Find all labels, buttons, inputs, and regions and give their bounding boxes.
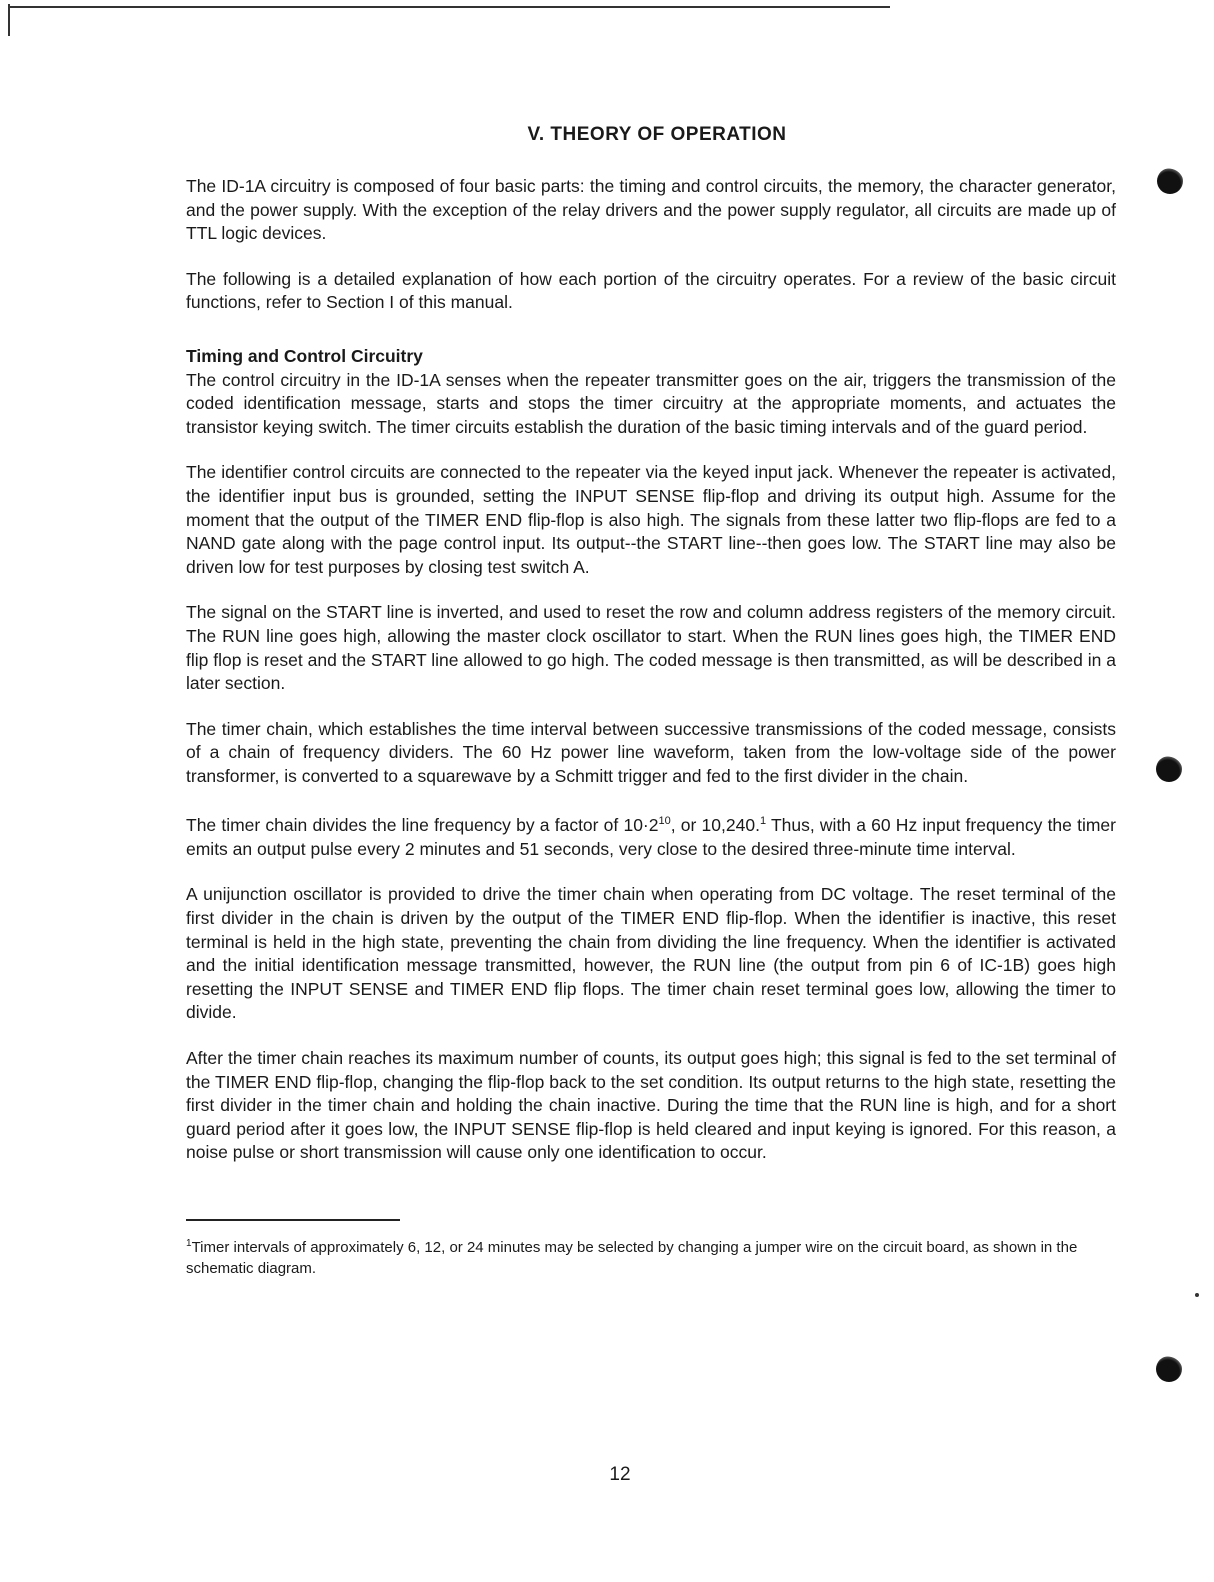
- text-run: Thus, with a 60 Hz input frequency the timer emits an output pulse every 2 minutes and 51 seconds, very close to the desired three-minute time interval.: [186, 815, 1116, 859]
- paragraph-timing-5: [186, 810, 1116, 861]
- scan-top-rule: [10, 6, 890, 8]
- page-number: 12: [609, 1464, 631, 1485]
- paragraph-timing-4: The timer chain, which establishes the time interval between successive transmissions of the coded message, consists of a chain of frequency dividers. The 60 Hz power line waveform, taken from the low-voltage side of the power transformer, is converted to a squarewave by a Schmitt trigger and fed to the first divider in the chain.: [186, 718, 1116, 786]
- paragraph-timing-1: The control circuitry in the ID-1A senses when the repeater transmitter goes on the air, triggers the transmission of the coded identification message, starts and stops the timer circuitry at the appropriate moments, and actuates the transistor keying switch. The timer circuits establish the duration of the basic timing intervals and of the guard period.: [186, 369, 1116, 437]
- paragraph-timing-6: A unijunction oscillator is provided to drive the timer chain when operating from DC voltage. The reset terminal of the first divider in the chain is driven by the output of the TIMER END flip-flop. When the identifier is inactive, this reset terminal is held in the high state, preventing the chain from dividing the line frequency. When the identifier is activated and the initial identification message transmitted, however, the RUN line (the output from pin 6 of IC-1B) goes high resetting the INPUT SENSE and TIMER END flip flops. The timer chain reset terminal goes low, allowing the timer to divide.: [186, 884, 1116, 1023]
- binder-hole: [1156, 1356, 1182, 1382]
- page-body: [186, 124, 1116, 1279]
- page-title: V. THEORY OF OPERATION: [527, 124, 787, 145]
- footnote: [186, 1233, 1116, 1279]
- paragraph-timing-2: The identifier control circuits are connected to the repeater via the keyed input jack. Whenever the repeater is activated, the identifier input bus is grounded, setting the INPUT SENSE flip-flop and driving its output high. Assume for the moment that the output of the TIMER END flip-flop is also high. The signals from these latter two flip-flops are fed to a NAND gate along with the page control input. Its output--the START line--then goes low. The START line may also be driven low for test purposes by closing test switch A.: [186, 462, 1116, 577]
- footnote-divider: [186, 1219, 400, 1221]
- binder-hole: [1156, 756, 1182, 782]
- paragraph-timing-7: After the timer chain reaches its maximum number of counts, its output goes high; this signal is fed to the set terminal of the TIMER END flip-flop, changing the flip-flop back to the set condition. Its output returns to the high state, resetting the first divider in the timer chain and holding the chain inactive. During the time that the RUN line is high, and for a short guard period after it goes low, the INPUT SENSE flip-flop is held cleared and input keying is ignored. For this reason, a noise pulse or short transmission will cause only one identification to occur.: [186, 1048, 1116, 1163]
- text-run: , or 10,240.: [670, 815, 760, 836]
- section-heading: Timing and Control Circuitry: [186, 345, 423, 366]
- footnote-text: Timer intervals of approximately 6, 12, or 24 minutes may be selected by changing a jumper wire on the circuit board, as shown in the schematic diagram.: [186, 1239, 1078, 1278]
- footnote-marker: 1: [186, 1238, 192, 1250]
- scan-speck: [1195, 1293, 1199, 1297]
- binder-hole: [1157, 168, 1183, 194]
- paragraph-intro-1: The ID-1A circuitry is composed of four basic parts: the timing and control circuits, the memory, the character generator, and the power supply. With the exception of the relay drivers and the power supply regulator, all circuits are made up of TTL logic devices.: [186, 176, 1116, 244]
- scan-edge-mark: [8, 4, 10, 36]
- exponent: 10: [658, 815, 671, 828]
- footnote-reference: 1: [759, 815, 767, 828]
- text-run: The timer chain divides the line frequency by a factor of 10·2: [186, 815, 659, 836]
- paragraph-timing-3: The signal on the START line is inverted, and used to reset the row and column address registers of the memory circuit. The RUN line goes high, allowing the master clock oscillator to start. When the RUN lines goes high, the TIMER END flip flop is reset and the START line allowed to go high. The coded message is then transmitted, as will be described in a later section.: [186, 602, 1116, 694]
- paragraph-intro-2: The following is a detailed explanation of how each portion of the circuitry operates. For a review of the basic circuit functions, refer to Section I of this manual.: [186, 268, 1116, 313]
